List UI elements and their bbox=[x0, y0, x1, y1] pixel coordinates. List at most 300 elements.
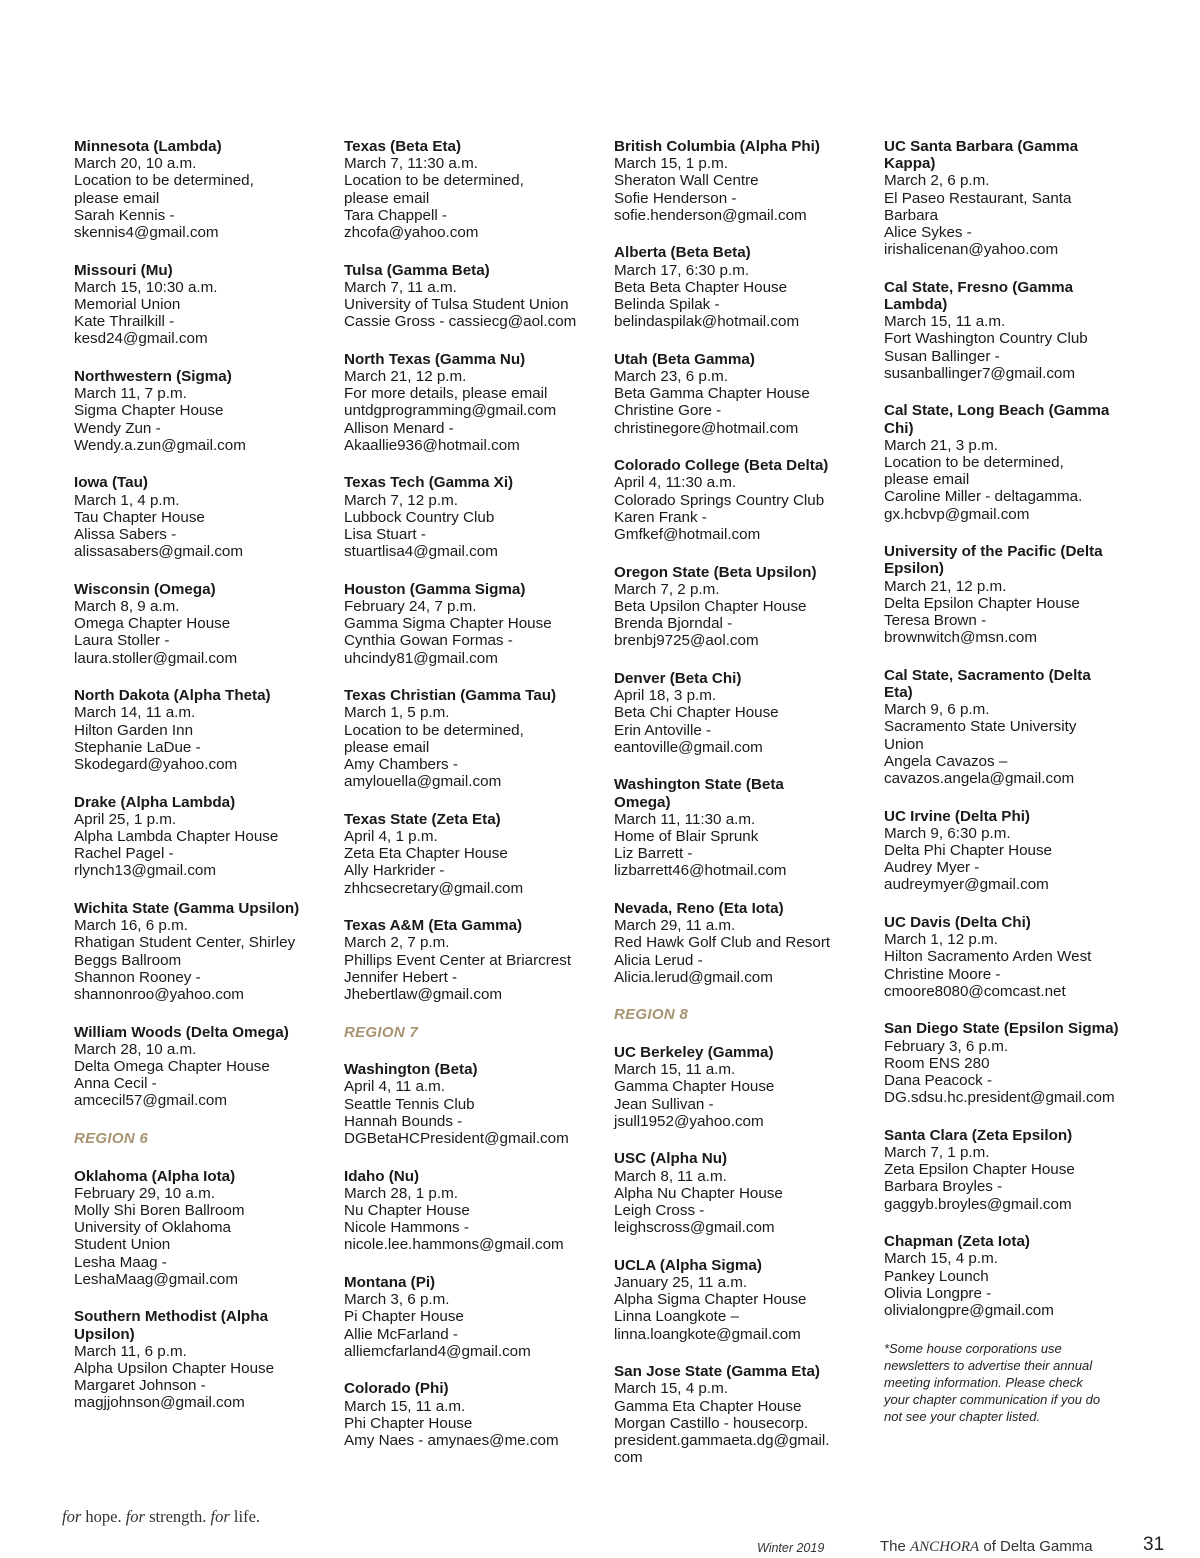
footnote-line: meeting information. Please check bbox=[884, 1374, 1083, 1390]
entry-line: brownwitch@msn.com bbox=[884, 629, 1037, 647]
entry-line: untdgprogramming@gmail.com bbox=[344, 402, 557, 420]
entry-line: March 9, 6:30 p.m. bbox=[884, 824, 1011, 842]
entry-line: Hilton Sacramento Arden West bbox=[884, 948, 1092, 966]
entry-line: Omega Chapter House bbox=[74, 615, 231, 633]
entry-line: laura.stoller@gmail.com bbox=[74, 649, 238, 667]
entry-line: March 21, 12 p.m. bbox=[344, 368, 467, 386]
magazine-anchora: ANCHORA bbox=[910, 1539, 980, 1555]
entry-line: April 4, 11 a.m. bbox=[344, 1078, 446, 1096]
entry-line: Union bbox=[884, 735, 924, 753]
entry-line: March 1, 12 p.m. bbox=[884, 931, 998, 949]
entry-line: March 15, 11 a.m. bbox=[614, 1061, 736, 1079]
chapter-name: Texas Tech (Gamma Xi) bbox=[344, 474, 514, 492]
column-3 bbox=[614, 138, 876, 1487]
entry-line: uhcindy81@gmail.com bbox=[344, 649, 498, 667]
chapter-name: Houston (Gamma Sigma) bbox=[344, 580, 526, 598]
entry-line: irishalicenan@yahoo.com bbox=[884, 241, 1059, 259]
chapter-entry bbox=[344, 1274, 606, 1360]
chapter-entry bbox=[344, 262, 606, 331]
chapter-entry bbox=[614, 1363, 876, 1466]
chapter-name: William Woods (Delta Omega) bbox=[74, 1023, 289, 1041]
chapter-name: Texas State (Zeta Eta) bbox=[344, 810, 501, 828]
footer-magazine-name bbox=[880, 1538, 1093, 1556]
chapter-name: UC Irvine (Delta Phi) bbox=[884, 807, 1030, 825]
tagline-for: for bbox=[62, 1507, 82, 1526]
entry-line: Beta Upsilon Chapter House bbox=[614, 598, 807, 616]
entry-line: Sacramento State University bbox=[884, 718, 1077, 736]
chapter-name: Utah (Beta Gamma) bbox=[614, 350, 755, 368]
chapter-name: San Jose State (Gamma Eta) bbox=[614, 1363, 820, 1381]
chapter-entry bbox=[614, 351, 876, 437]
entry-line: Location to be determined, bbox=[884, 454, 1064, 472]
entry-line: Alissa Sabers - bbox=[74, 526, 177, 544]
chapter-entry bbox=[344, 687, 606, 790]
entry-line: olivialongpre@gmail.com bbox=[884, 1302, 1054, 1320]
entry-line: Delta Phi Chapter House bbox=[884, 842, 1052, 860]
chapter-name: Upsilon) bbox=[74, 1325, 135, 1343]
entry-line: March 15, 11 a.m. bbox=[884, 313, 1006, 331]
entry-line: Margaret Johnson - bbox=[74, 1377, 206, 1395]
entry-line: Leigh Cross - bbox=[614, 1202, 705, 1220]
entry-line: Location to be determined, bbox=[344, 721, 524, 739]
region-heading: REGION 7 bbox=[344, 1023, 419, 1041]
entry-line: Zeta Eta Chapter House bbox=[344, 845, 508, 863]
entry-line: Nicole Hammons - bbox=[344, 1219, 469, 1237]
entry-line: Amy Chambers - bbox=[344, 756, 458, 774]
footnote-line: your chapter communication if you do bbox=[884, 1391, 1101, 1407]
entry-line: Alpha Lambda Chapter House bbox=[74, 828, 279, 846]
chapter-entry bbox=[74, 581, 336, 667]
entry-line: Alpha Nu Chapter House bbox=[614, 1184, 783, 1202]
entry-line: March 17, 6:30 p.m. bbox=[614, 261, 750, 279]
entry-line: University of Oklahoma bbox=[74, 1219, 231, 1237]
entry-line: January 25, 11 a.m. bbox=[614, 1274, 748, 1292]
chapter-name: Omega) bbox=[614, 793, 671, 811]
entry-line: eantoville@gmail.com bbox=[614, 738, 763, 756]
entry-line: Home of Blair Sprunk bbox=[614, 828, 759, 846]
chapter-entry bbox=[74, 794, 336, 880]
chapter-name: Kappa) bbox=[884, 155, 936, 173]
entry-line: March 15, 1 p.m. bbox=[614, 155, 728, 173]
entry-line: March 7, 1 p.m. bbox=[884, 1144, 990, 1162]
entry-line: March 14, 11 a.m. bbox=[74, 704, 196, 722]
chapter-entry bbox=[884, 279, 1146, 382]
chapter-name: Northwestern (Sigma) bbox=[74, 368, 232, 386]
entry-line: Memorial Union bbox=[74, 296, 181, 314]
entry-line: Wendy.a.zun@gmail.com bbox=[74, 436, 246, 454]
chapter-name: Cal State, Long Beach (Gamma bbox=[884, 402, 1110, 420]
entry-line: skennis4@gmail.com bbox=[74, 224, 219, 242]
entry-line: March 3, 6 p.m. bbox=[344, 1291, 450, 1309]
chapter-entry bbox=[884, 914, 1146, 1000]
chapter-name: Tulsa (Gamma Beta) bbox=[344, 261, 490, 279]
entry-line: Olivia Longpre - bbox=[884, 1284, 992, 1302]
chapter-entry bbox=[614, 776, 876, 879]
entry-line: Beggs Ballroom bbox=[74, 951, 182, 969]
chapter-entry bbox=[614, 900, 876, 986]
footnote-line: not see your chapter listed. bbox=[884, 1408, 1041, 1424]
entry-line: March 1, 5 p.m. bbox=[344, 704, 450, 722]
chapter-name: Colorado College (Beta Delta) bbox=[614, 457, 829, 475]
entry-line: Laura Stoller - bbox=[74, 632, 170, 650]
entry-line: March 15, 10:30 a.m. bbox=[74, 278, 218, 296]
entry-line: Barbara Broyles - bbox=[884, 1178, 1003, 1196]
chapter-entry bbox=[74, 474, 336, 560]
entry-line: Shannon Rooney - bbox=[74, 968, 201, 986]
chapter-entry bbox=[344, 1061, 606, 1147]
entry-line: Tau Chapter House bbox=[74, 508, 205, 526]
entry-line: DG.sdsu.hc.president@gmail.com bbox=[884, 1089, 1115, 1107]
entry-line: Alicia.lerud@gmail.com bbox=[614, 968, 773, 986]
entry-line: Rachel Pagel - bbox=[74, 845, 174, 863]
entry-line: Delta Omega Chapter House bbox=[74, 1058, 270, 1076]
entry-line: Zeta Epsilon Chapter House bbox=[884, 1161, 1075, 1179]
entry-line: Lubbock Country Club bbox=[344, 508, 495, 526]
chapter-name: Lambda) bbox=[884, 296, 948, 314]
entry-line: For more details, please email bbox=[344, 385, 548, 403]
entry-line: Nu Chapter House bbox=[344, 1202, 470, 1220]
entry-line: March 11, 6 p.m. bbox=[74, 1342, 187, 1360]
chapter-name: Washington (Beta) bbox=[344, 1061, 478, 1079]
entry-line: March 21, 12 p.m. bbox=[884, 577, 1007, 595]
entry-line: Phillips Event Center at Briarcrest bbox=[344, 951, 572, 969]
chapter-name: Iowa (Tau) bbox=[74, 474, 148, 492]
entry-line: Dana Peacock - bbox=[884, 1072, 993, 1090]
chapter-name: Southern Methodist (Alpha bbox=[74, 1308, 269, 1326]
entry-line: Teresa Brown - bbox=[884, 612, 987, 630]
chapter-name: USC (Alpha Nu) bbox=[614, 1150, 728, 1168]
entry-line: Akaallie936@hotmail.com bbox=[344, 436, 520, 454]
entry-line: Gamma Eta Chapter House bbox=[614, 1397, 802, 1415]
entry-line: please email bbox=[344, 738, 430, 756]
entry-line: Brenda Bjorndal - bbox=[614, 615, 733, 633]
entry-line: please email bbox=[884, 471, 970, 489]
entry-line: Beta Gamma Chapter House bbox=[614, 385, 810, 403]
entry-line: alliemcfarland4@gmail.com bbox=[344, 1342, 531, 1360]
chapter-name: Oklahoma (Alpha Iota) bbox=[74, 1167, 236, 1185]
entry-line: DGBetaHCPresident@gmail.com bbox=[344, 1130, 569, 1148]
chapter-entry bbox=[614, 244, 876, 330]
entry-line: please email bbox=[344, 189, 430, 207]
entry-line: rlynch13@gmail.com bbox=[74, 862, 217, 880]
entry-line: March 7, 11 a.m. bbox=[344, 278, 457, 296]
chapter-name: San Diego State (Epsilon Sigma) bbox=[884, 1020, 1119, 1038]
entry-line: com bbox=[614, 1449, 643, 1467]
chapter-name: Alberta (Beta Beta) bbox=[614, 244, 751, 262]
magazine-the: The bbox=[880, 1538, 911, 1555]
chapter-name: North Texas (Gamma Nu) bbox=[344, 350, 526, 368]
entry-line: Phi Chapter House bbox=[344, 1414, 473, 1432]
entry-line: Linna Loangkote – bbox=[614, 1308, 739, 1326]
entry-line: Skodegard@yahoo.com bbox=[74, 756, 238, 774]
page-number: 31 bbox=[1143, 1534, 1165, 1555]
entry-line: February 29, 10 a.m. bbox=[74, 1184, 215, 1202]
entry-line: brenbj9725@aol.com bbox=[614, 632, 759, 650]
entry-line: March 7, 11:30 a.m. bbox=[344, 155, 478, 173]
entry-line: amylouella@gmail.com bbox=[344, 773, 502, 791]
chapter-entry bbox=[614, 564, 876, 650]
magazine-rest: of Delta Gamma bbox=[979, 1538, 1093, 1555]
entry-line: Anna Cecil - bbox=[74, 1075, 157, 1093]
chapter-name: Texas A&M (Eta Gamma) bbox=[344, 917, 523, 935]
entry-line: Wendy Zun - bbox=[74, 419, 161, 437]
chapter-entry bbox=[344, 474, 606, 560]
entry-line: Delta Epsilon Chapter House bbox=[884, 594, 1080, 612]
entry-line: March 23, 6 p.m. bbox=[614, 368, 728, 386]
entry-line: Hannah Bounds - bbox=[344, 1112, 463, 1130]
chapter-name: British Columbia (Alpha Phi) bbox=[614, 138, 820, 155]
chapter-entry bbox=[614, 1044, 876, 1130]
entry-line: March 21, 3 p.m. bbox=[884, 436, 998, 454]
chapter-entry bbox=[74, 900, 336, 1003]
entry-line: March 28, 1 p.m. bbox=[344, 1184, 458, 1202]
entry-line: please email bbox=[74, 189, 160, 207]
chapter-entry bbox=[74, 1024, 336, 1110]
entry-line: April 4, 11:30 a.m. bbox=[614, 474, 737, 492]
chapter-entry bbox=[614, 1257, 876, 1343]
chapter-name: Idaho (Nu) bbox=[344, 1167, 420, 1185]
entry-line: March 20, 10 a.m. bbox=[74, 155, 197, 173]
chapter-entry bbox=[74, 368, 336, 454]
tagline-life: life. bbox=[229, 1507, 261, 1526]
chapter-entry bbox=[344, 1168, 606, 1254]
entry-line: March 15, 11 a.m. bbox=[344, 1397, 466, 1415]
entry-line: Gamma Sigma Chapter House bbox=[344, 615, 552, 633]
entry-line: March 15, 4 p.m. bbox=[884, 1250, 998, 1268]
chapter-entry bbox=[344, 351, 606, 454]
chapter-entry bbox=[614, 138, 876, 224]
chapter-name: Santa Clara (Zeta Epsilon) bbox=[884, 1126, 1073, 1144]
entry-line: Pi Chapter House bbox=[344, 1308, 464, 1326]
entry-line: Pankey Lounch bbox=[884, 1267, 989, 1285]
entry-line: February 24, 7 p.m. bbox=[344, 598, 477, 616]
entry-line: Beta Chi Chapter House bbox=[614, 704, 779, 722]
chapter-entry bbox=[74, 138, 336, 241]
entry-line: Amy Naes - amynaes@me.com bbox=[344, 1432, 559, 1450]
chapter-entry bbox=[614, 457, 876, 543]
entry-line: christinegore@hotmail.com bbox=[614, 419, 799, 437]
chapter-name: Nevada, Reno (Eta Iota) bbox=[614, 900, 784, 918]
entry-line: Allison Menard - bbox=[344, 419, 454, 437]
chapter-name: Colorado (Phi) bbox=[344, 1380, 449, 1398]
entry-line: audreymyer@gmail.com bbox=[884, 876, 1049, 894]
chapter-name: Denver (Beta Chi) bbox=[614, 670, 742, 688]
chapter-name: Texas Christian (Gamma Tau) bbox=[344, 687, 557, 705]
entry-line: Alpha Sigma Chapter House bbox=[614, 1291, 807, 1309]
entry-line: March 7, 2 p.m. bbox=[614, 580, 720, 598]
entry-line: March 15, 4 p.m. bbox=[614, 1380, 728, 1398]
chapter-entry bbox=[884, 402, 1146, 522]
entry-line: Red Hawk Golf Club and Resort bbox=[614, 934, 831, 952]
entry-line: alissasabers@gmail.com bbox=[74, 543, 244, 561]
chapter-entry bbox=[614, 1150, 876, 1236]
chapter-name: Wichita State (Gamma Upsilon) bbox=[74, 900, 300, 918]
entry-line: sofie.henderson@gmail.com bbox=[614, 206, 807, 224]
entry-line: March 28, 10 a.m. bbox=[74, 1040, 197, 1058]
chapter-name: Oregon State (Beta Upsilon) bbox=[614, 563, 817, 581]
entry-line: shannonroo@yahoo.com bbox=[74, 986, 244, 1004]
entry-line: Caroline Miller - deltagamma. bbox=[884, 488, 1083, 506]
chapter-entry bbox=[884, 808, 1146, 894]
footnote-line: *Some house corporations use bbox=[884, 1340, 1062, 1356]
chapter-name: Missouri (Mu) bbox=[74, 261, 173, 279]
entry-line: nicole.lee.hammons@gmail.com bbox=[344, 1236, 564, 1254]
entry-line: Belinda Spilak - bbox=[614, 296, 720, 314]
entry-line: cavazos.angela@gmail.com bbox=[884, 770, 1075, 788]
entry-line: Cynthia Gowan Formas - bbox=[344, 632, 513, 650]
chapter-name: Montana (Pi) bbox=[344, 1274, 436, 1292]
tagline-for: for bbox=[210, 1507, 230, 1526]
chapter-entry bbox=[74, 1308, 336, 1411]
entry-line: Cassie Gross - cassiecg@aol.com bbox=[344, 313, 577, 331]
entry-line: LeshaMaag@gmail.com bbox=[74, 1270, 238, 1288]
entry-line: Erin Antoville - bbox=[614, 721, 712, 739]
entry-line: Alice Sykes - bbox=[884, 224, 972, 242]
entry-line: March 9, 6 p.m. bbox=[884, 701, 990, 719]
entry-line: president.gammaeta.dg@gmail. bbox=[614, 1432, 830, 1450]
entry-line: March 8, 9 a.m. bbox=[74, 598, 180, 616]
entry-line: March 11, 11:30 a.m. bbox=[614, 810, 756, 828]
chapter-entry bbox=[74, 262, 336, 348]
chapter-entry bbox=[884, 138, 1146, 258]
entry-line: Audrey Myer - bbox=[884, 859, 980, 877]
column-4 bbox=[884, 138, 1146, 1425]
chapter-name: Texas (Beta Eta) bbox=[344, 138, 462, 155]
entry-line: Liz Barrett - bbox=[614, 845, 693, 863]
entry-line: Christine Gore - bbox=[614, 402, 722, 420]
footer-tagline bbox=[62, 1507, 260, 1527]
chapter-entry bbox=[884, 543, 1146, 646]
entry-line: zhcofa@yahoo.com bbox=[344, 224, 479, 242]
entry-line: March 29, 11 a.m. bbox=[614, 917, 736, 935]
entry-line: Lesha Maag - bbox=[74, 1253, 167, 1271]
entry-line: Student Union bbox=[74, 1236, 171, 1254]
entry-line: amcecil57@gmail.com bbox=[74, 1092, 227, 1110]
chapter-entry bbox=[884, 667, 1146, 787]
entry-line: Alpha Upsilon Chapter House bbox=[74, 1360, 275, 1378]
entry-line: March 16, 6 p.m. bbox=[74, 917, 188, 935]
entry-line: Jhebertlaw@gmail.com bbox=[344, 986, 503, 1004]
entry-line: Colorado Springs Country Club bbox=[614, 491, 825, 509]
chapter-entry bbox=[344, 138, 606, 241]
chapter-name: Epsilon) bbox=[884, 560, 944, 578]
entry-line: Alicia Lerud - bbox=[614, 951, 703, 969]
chapter-name: Chapman (Zeta Iota) bbox=[884, 1233, 1030, 1251]
entry-line: Sigma Chapter House bbox=[74, 402, 224, 420]
chapter-name: UC Berkeley (Gamma) bbox=[614, 1044, 774, 1062]
entry-line: Stephanie LaDue - bbox=[74, 738, 201, 756]
entry-line: Morgan Castillo - housecorp. bbox=[614, 1414, 809, 1432]
entry-line: University of Tulsa Student Union bbox=[344, 296, 569, 314]
entry-line: Barbara bbox=[884, 206, 939, 224]
entry-line: Molly Shi Boren Ballroom bbox=[74, 1202, 245, 1220]
entry-line: lizbarrett46@hotmail.com bbox=[614, 862, 787, 880]
footer-issue: Winter 2019 bbox=[757, 1541, 825, 1555]
chapter-entry bbox=[884, 1233, 1146, 1319]
entry-line: susanballinger7@gmail.com bbox=[884, 364, 1076, 382]
chapter-entry bbox=[884, 1127, 1146, 1213]
entry-line: April 25, 1 p.m. bbox=[74, 810, 177, 828]
entry-line: Gmfkef@hotmail.com bbox=[614, 526, 761, 544]
chapter-name: Washington State (Beta bbox=[614, 776, 784, 794]
entry-line: Sheraton Wall Centre bbox=[614, 172, 759, 190]
entry-line: gaggyb.broyles@gmail.com bbox=[884, 1195, 1072, 1213]
chapter-name: Cal State, Fresno (Gamma bbox=[884, 278, 1074, 296]
entry-line: Lisa Stuart - bbox=[344, 526, 426, 544]
tagline-hope: hope. bbox=[81, 1507, 126, 1526]
chapter-name: Cal State, Sacramento (Delta bbox=[884, 666, 1091, 684]
entry-line: Rhatigan Student Center, Shirley bbox=[74, 934, 296, 952]
entry-line: Seattle Tennis Club bbox=[344, 1095, 475, 1113]
column-1 bbox=[74, 138, 336, 1432]
chapter-entry bbox=[344, 917, 606, 1003]
footnote-line: newsletters to advertise their annual bbox=[884, 1357, 1093, 1373]
entry-line: linna.loangkote@gmail.com bbox=[614, 1325, 801, 1343]
chapter-entry bbox=[344, 811, 606, 897]
tagline-strength: strength. bbox=[144, 1507, 211, 1526]
footnote bbox=[884, 1340, 1146, 1425]
entry-line: Ally Harkrider - bbox=[344, 862, 445, 880]
entry-line: El Paseo Restaurant, Santa bbox=[884, 189, 1072, 207]
entry-line: March 1, 4 p.m. bbox=[74, 491, 180, 509]
chapter-entry bbox=[344, 1380, 606, 1449]
entry-line: March 7, 12 p.m. bbox=[344, 491, 458, 509]
entry-line: cmoore8080@comcast.net bbox=[884, 982, 1066, 1000]
chapter-name: Eta) bbox=[884, 684, 913, 702]
entry-line: Sarah Kennis - bbox=[74, 206, 175, 224]
entry-line: Jennifer Hebert - bbox=[344, 968, 458, 986]
entry-line: March 2, 6 p.m. bbox=[884, 172, 990, 190]
chapter-entry bbox=[74, 687, 336, 773]
entry-line: Christine Moore - bbox=[884, 965, 1001, 983]
chapter-name: North Dakota (Alpha Theta) bbox=[74, 687, 271, 705]
entry-line: Allie McFarland - bbox=[344, 1325, 458, 1343]
chapter-name: Wisconsin (Omega) bbox=[74, 580, 216, 598]
chapter-name: University of the Pacific (Delta bbox=[884, 543, 1103, 561]
tagline-for: for bbox=[125, 1507, 145, 1526]
entry-line: Gamma Chapter House bbox=[614, 1078, 775, 1096]
entry-line: leighscross@gmail.com bbox=[614, 1219, 775, 1237]
chapter-name: Drake (Alpha Lambda) bbox=[74, 793, 236, 811]
region-heading: REGION 8 bbox=[614, 1006, 689, 1024]
entry-line: zhhcsecretary@gmail.com bbox=[344, 879, 524, 897]
entry-line: jsull1952@yahoo.com bbox=[614, 1112, 764, 1130]
entry-line: gx.hcbvp@gmail.com bbox=[884, 505, 1030, 523]
entry-line: February 3, 6 p.m. bbox=[884, 1037, 1009, 1055]
entry-line: April 18, 3 p.m. bbox=[614, 687, 717, 705]
entry-line: March 8, 11 a.m. bbox=[614, 1167, 727, 1185]
entry-line: Sofie Henderson - bbox=[614, 189, 737, 207]
chapter-name: Chi) bbox=[884, 419, 914, 437]
entry-line: Karen Frank - bbox=[614, 508, 707, 526]
entry-line: April 4, 1 p.m. bbox=[344, 828, 438, 846]
entry-line: March 2, 7 p.m. bbox=[344, 934, 450, 952]
entry-line: Fort Washington Country Club bbox=[884, 330, 1088, 348]
chapter-name: UCLA (Alpha Sigma) bbox=[614, 1256, 762, 1274]
entry-line: Jean Sullivan - bbox=[614, 1095, 714, 1113]
entry-line: Susan Ballinger - bbox=[884, 347, 1000, 365]
entry-line: Angela Cavazos – bbox=[884, 752, 1008, 770]
chapter-entry bbox=[344, 581, 606, 667]
entry-line: magjjohnson@gmail.com bbox=[74, 1394, 245, 1412]
chapter-name: UC Davis (Delta Chi) bbox=[884, 914, 1031, 932]
chapter-name: UC Santa Barbara (Gamma bbox=[884, 138, 1079, 155]
entry-line: Location to be determined, bbox=[344, 172, 524, 190]
region-heading: REGION 6 bbox=[74, 1130, 149, 1148]
entry-line: Hilton Garden Inn bbox=[74, 721, 194, 739]
entry-line: Kate Thrailkill - bbox=[74, 313, 175, 331]
entry-line: belindaspilak@hotmail.com bbox=[614, 313, 800, 331]
